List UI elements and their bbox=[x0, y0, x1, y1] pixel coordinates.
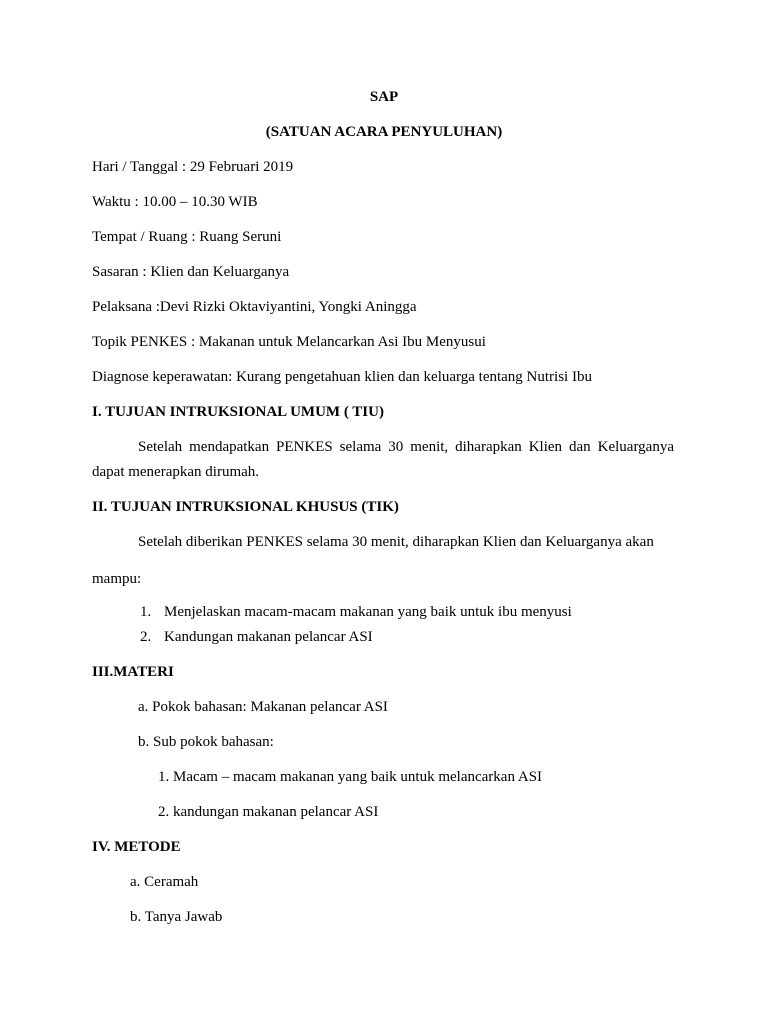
section-3-heading: III.MATERI bbox=[92, 664, 174, 680]
section-4-heading: IV. METODE bbox=[92, 839, 181, 855]
section-2-paragraph-line2: mampu: bbox=[92, 571, 142, 587]
section-1-paragraph-line2: dapat menerapkan dirumah. bbox=[92, 464, 260, 480]
field-topic: Topik PENKES : Makanan untuk Melancarkan Asi Ibu Menyusui bbox=[92, 334, 486, 350]
section-3-subitem-1: 1. Macam – macam makanan yang baik untuk melancarkan ASI bbox=[158, 769, 543, 785]
field-executor: Pelaksana :Devi Rizki Oktaviyantini, Yongki Aningga bbox=[92, 299, 417, 315]
section-1-heading: I. TUJUAN INTRUKSIONAL UMUM ( TIU) bbox=[92, 404, 384, 420]
field-place: Tempat / Ruang : Ruang Seruni bbox=[92, 229, 282, 245]
section-4-item-a: a. Ceramah bbox=[130, 874, 199, 890]
section-1-paragraph-line1: Setelah mendapatkan PENKES selama 30 menit, diharapkan Klien dan Keluarganya bbox=[138, 439, 674, 455]
list-item bbox=[0, 603, 768, 621]
field-target: Sasaran : Klien dan Keluarganya bbox=[92, 264, 290, 280]
doc-subtitle: (SATUAN ACARA PENYULUHAN) bbox=[265, 124, 503, 140]
list-item bbox=[0, 628, 768, 646]
list-item-text: Menjelaskan macam-macam makanan yang baik untuk ibu menyusi bbox=[164, 604, 572, 620]
list-item-text: Kandungan makanan pelancar ASI bbox=[164, 629, 373, 645]
section-3-item-a: a. Pokok bahasan: Makanan pelancar ASI bbox=[138, 699, 388, 715]
section-3-item-b: b. Sub pokok bahasan: bbox=[138, 734, 274, 750]
field-time: Waktu : 10.00 – 10.30 WIB bbox=[92, 194, 258, 210]
field-diagnosis: Diagnose keperawatan: Kurang pengetahuan klien dan keluarga tentang Nutrisi Ibu bbox=[92, 369, 592, 385]
list-item-number: 1. bbox=[140, 604, 152, 620]
section-4-item-b: b. Tanya Jawab bbox=[130, 909, 223, 925]
section-3-subitem-2: 2. kandungan makanan pelancar ASI bbox=[158, 804, 379, 820]
section-2-paragraph-line1: Setelah diberikan PENKES selama 30 menit, diharapkan Klien dan Keluarganya akan bbox=[138, 534, 654, 550]
list-item-number: 2. bbox=[140, 629, 152, 645]
field-date: Hari / Tanggal : 29 Februari 2019 bbox=[92, 159, 294, 175]
doc-title: SAP bbox=[369, 89, 399, 105]
section-2-heading: II. TUJUAN INTRUKSIONAL KHUSUS (TIK) bbox=[92, 499, 399, 515]
